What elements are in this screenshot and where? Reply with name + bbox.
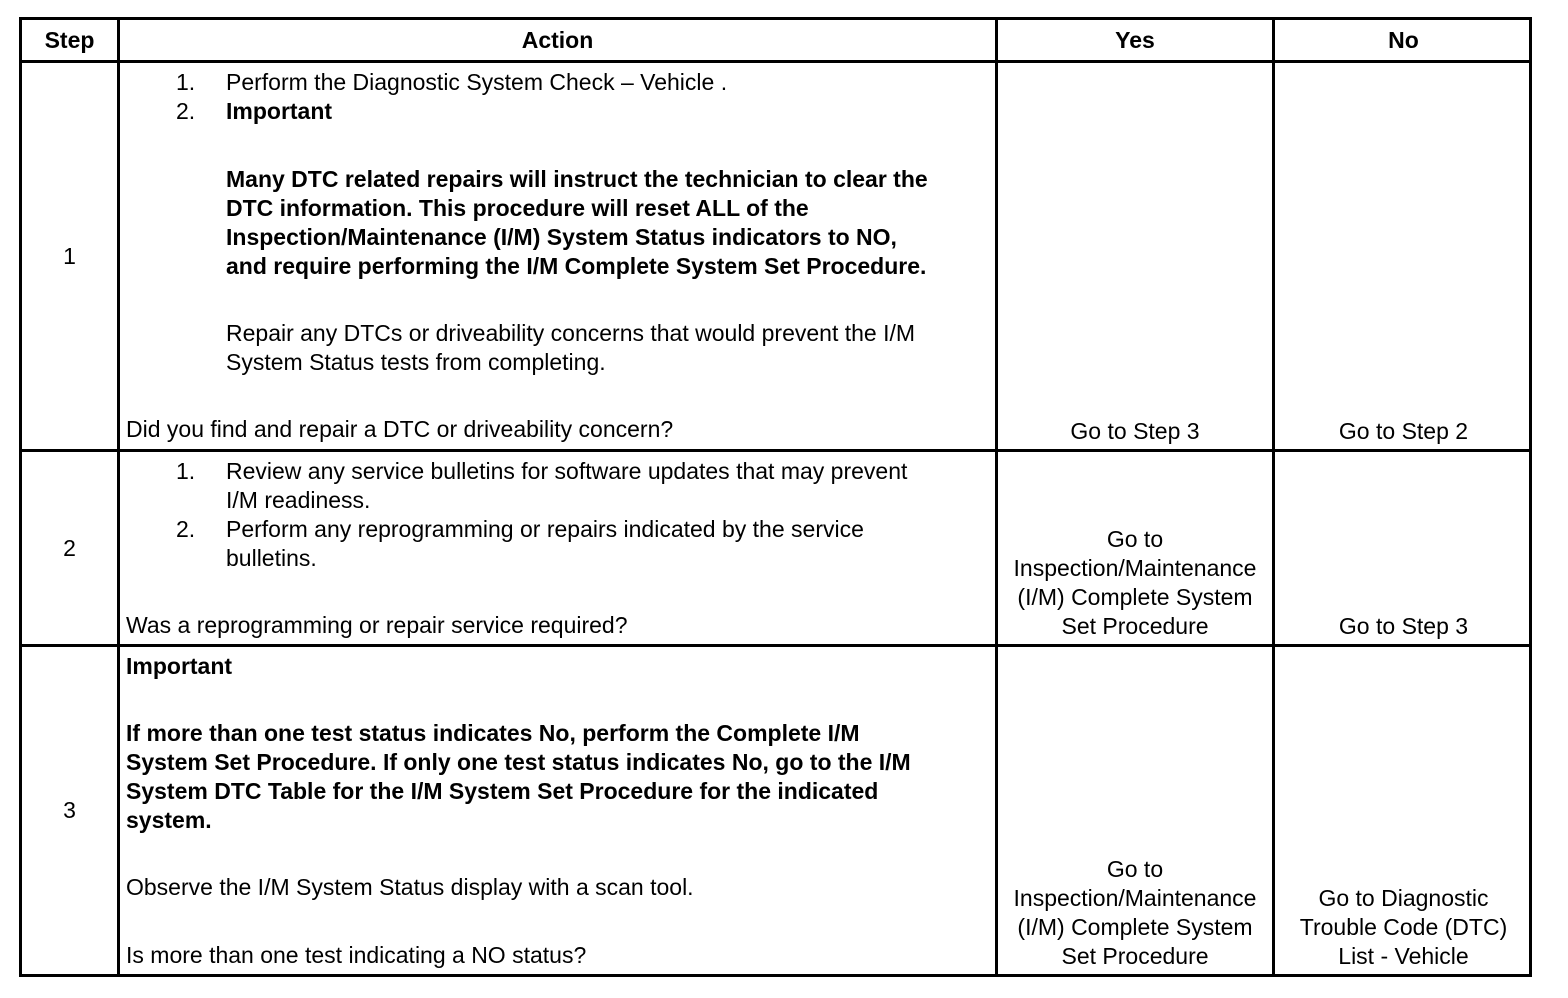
action-cell — [120, 63, 995, 449]
yes-cell — [998, 63, 1272, 449]
note-text-line: System Status tests from completing. — [226, 349, 606, 375]
yes-link-line: (I/M) Complete System — [1017, 914, 1253, 940]
yes-link-line: Set Procedure — [1061, 943, 1209, 969]
action-cell — [120, 647, 995, 974]
list-item-text: I/M readiness. — [226, 487, 371, 513]
list-item-text: Perform any reprogramming or repairs indicated by the service — [226, 516, 864, 542]
yes-link-line: Set Procedure — [1061, 613, 1209, 639]
list-number: 1. — [176, 458, 196, 484]
list-number: 2. — [176, 98, 196, 124]
question-text: Is more than one test indicating a NO status? — [126, 942, 587, 968]
list-item-text: Perform the Diagnostic System Check – Vehicle . — [226, 69, 728, 95]
no-link-text[interactable]: Go to Step 3 — [1338, 613, 1469, 639]
question-text: Did you find and repair a DTC or driveability concern? — [126, 416, 674, 442]
list-item-text: Review any service bulletins for software updates that may prevent — [226, 458, 908, 484]
step-number: 2 — [63, 534, 76, 561]
important-text-line: If more than one test status indicates No, perform the Complete I/M — [126, 720, 860, 746]
yes-link-line: Go to — [1106, 856, 1164, 882]
yes-link-line: Inspection/Maintenance — [1013, 555, 1257, 581]
important-text-line: System Set Procedure. If only one test status indicates No, go to the I/M — [126, 749, 911, 775]
no-link-text[interactable] — [1300, 884, 1507, 971]
list-number: 2. — [176, 516, 196, 542]
list-number: 1. — [176, 69, 196, 95]
header-yes: Yes — [1115, 26, 1155, 53]
important-heading: Important — [126, 653, 233, 679]
action-cell — [120, 452, 995, 644]
observe-text: Observe the I/M System Status display with a scan tool. — [126, 874, 694, 900]
important-text-line: system. — [126, 807, 212, 833]
yes-cell — [998, 452, 1272, 644]
important-text-line: DTC information. This procedure will reset ALL of the — [226, 195, 809, 221]
important-text-line: Inspection/Maintenance (I/M) System Status indicators to NO, — [226, 224, 897, 250]
yes-link-text[interactable] — [1014, 525, 1257, 641]
header-step: Step — [44, 26, 95, 53]
important-text-line: System DTC Table for the I/M System Set Procedure for the indicated — [126, 778, 879, 804]
important-heading: Important — [226, 98, 333, 124]
no-link-line: List - Vehicle — [1338, 943, 1469, 969]
list-item-text: bulletins. — [226, 545, 317, 571]
no-cell — [1275, 647, 1532, 974]
no-cell — [1275, 452, 1532, 644]
step-number: 3 — [63, 797, 76, 823]
yes-cell — [998, 647, 1272, 974]
step-number: 1 — [63, 242, 76, 269]
no-cell — [1275, 63, 1532, 449]
yes-link-text[interactable] — [1014, 855, 1257, 971]
no-link-line: Go to Diagnostic — [1318, 885, 1489, 911]
diagnostic-table — [19, 17, 1532, 977]
important-text-line: Many DTC related repairs will instruct the technician to clear the — [226, 166, 928, 192]
yes-link-line: (I/M) Complete System — [1017, 584, 1253, 610]
yes-link-line: Inspection/Maintenance — [1013, 885, 1257, 911]
header-action: Action — [521, 26, 594, 53]
yes-link-text[interactable]: Go to Step 3 — [1070, 418, 1200, 444]
no-link-line: Trouble Code (DTC) — [1299, 914, 1508, 940]
question-text: Was a reprogramming or repair service required? — [126, 612, 628, 638]
yes-link-line: Go to — [1106, 526, 1164, 552]
note-text-line: Repair any DTCs or driveability concerns that would prevent the I/M — [226, 320, 916, 346]
important-text-line: and require performing the I/M Complete System Set Procedure. — [226, 253, 927, 279]
header-no: No — [1388, 26, 1419, 53]
no-link-text[interactable]: Go to Step 2 — [1338, 418, 1469, 444]
